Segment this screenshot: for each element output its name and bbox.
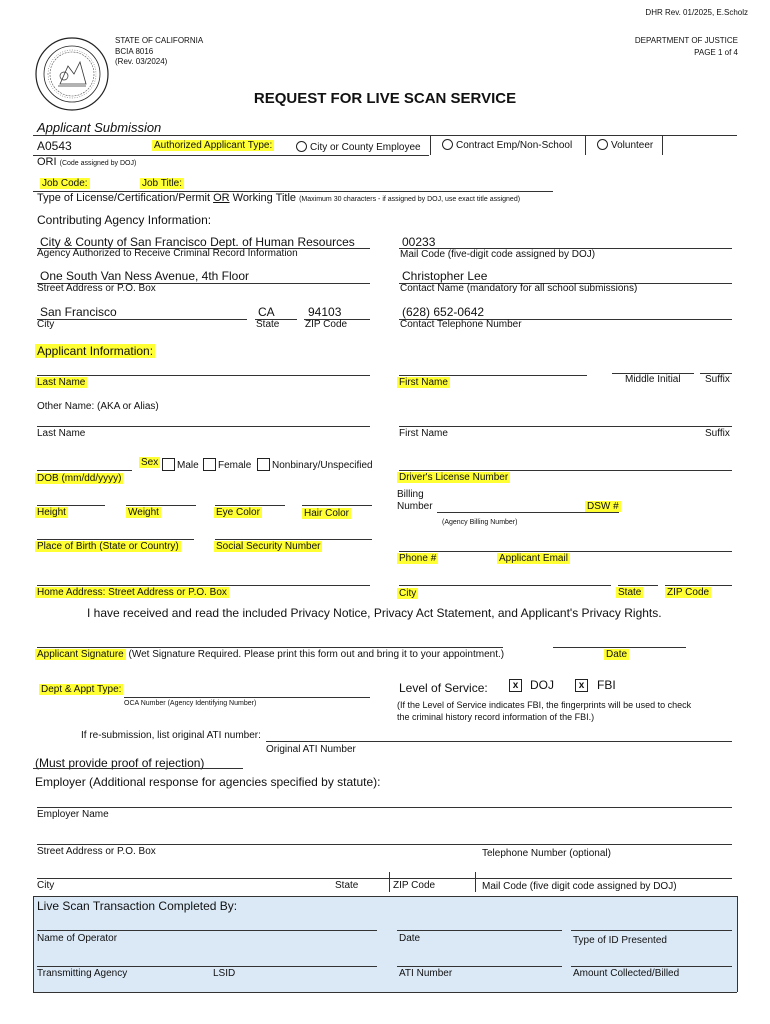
contact-name-value[interactable]: Christopher Lee bbox=[402, 269, 488, 283]
state-label: State bbox=[256, 319, 280, 330]
ori-label: ORI (Code assigned by DOJ) bbox=[37, 156, 137, 168]
operator-name-label[interactable]: Name of Operator bbox=[37, 933, 118, 944]
resubmission-label: If re-submission, list original ATI number: bbox=[81, 730, 261, 741]
transmitting-agency-label[interactable]: Transmitting Agency bbox=[37, 968, 128, 979]
applicant-type-label: Authorized Applicant Type: bbox=[154, 140, 273, 151]
street-address-value[interactable]: One South Van Ness Avenue, 4th Floor bbox=[40, 269, 250, 283]
applicant-submission-heading: Applicant Submission bbox=[37, 120, 162, 135]
option-volunteer: Volunteer bbox=[611, 140, 654, 151]
mail-code-label: Mail Code (five-digit code assigned by DOJ) bbox=[400, 249, 596, 260]
employer-city-label[interactable]: City bbox=[37, 880, 55, 891]
place-of-birth-label[interactable]: Place of Birth (State or Country) bbox=[37, 541, 179, 552]
job-code-label: Job Code: bbox=[42, 178, 88, 189]
ori-value[interactable]: A0543 bbox=[37, 139, 72, 153]
home-address-label[interactable]: Home Address: Street Address or P.O. Box bbox=[37, 587, 227, 598]
sex-female-checkbox[interactable] bbox=[203, 458, 216, 471]
revision-note: DHR Rev. 01/2025, E.Scholz bbox=[645, 8, 748, 17]
fbi-label: FBI bbox=[597, 678, 616, 692]
home-city-label[interactable]: City bbox=[399, 588, 417, 599]
billing-label-line2: Number bbox=[397, 501, 433, 512]
page-title: REQUEST FOR LIVE SCAN SERVICE bbox=[253, 90, 517, 107]
mail-code-value[interactable]: 00233 bbox=[402, 235, 436, 249]
last-name-label[interactable]: Last Name bbox=[37, 377, 86, 388]
applicant-email-label[interactable]: Applicant Email bbox=[499, 553, 568, 564]
license-title-label: Type of License/Certification/Permit OR Working Title (Maximum 30 characters - if assigned by DOJ, use exact title assigned) bbox=[37, 192, 521, 204]
amount-collected-label[interactable]: Amount Collected/Billed bbox=[573, 968, 680, 979]
signature-date-label[interactable]: Date bbox=[606, 649, 628, 660]
billing-number-note: (Agency Billing Number) bbox=[442, 519, 518, 526]
employer-zip-label[interactable]: ZIP Code bbox=[393, 880, 436, 891]
employer-state-label[interactable]: State bbox=[335, 880, 359, 891]
transaction-heading: Live Scan Transaction Completed By: bbox=[37, 899, 238, 913]
suffix-label[interactable]: Suffix bbox=[705, 374, 730, 385]
fbi-note-line2: the criminal history record information of the FBI.) bbox=[397, 712, 595, 722]
agency-name-value[interactable]: City & County of San Francisco Dept. of Human Resources bbox=[40, 235, 355, 249]
hair-color-label[interactable]: Hair Color bbox=[304, 508, 350, 519]
other-name-label: Other Name: (AKA or Alias) bbox=[37, 401, 159, 412]
id-type-label[interactable]: Type of ID Presented bbox=[573, 935, 667, 946]
sex-female-label: Female bbox=[218, 460, 252, 471]
option-city-county-employee: City or County Employee bbox=[310, 142, 421, 153]
city-value[interactable]: San Francisco bbox=[40, 305, 117, 319]
phone-label[interactable]: Phone # bbox=[399, 553, 437, 564]
contact-phone-value[interactable]: (628) 652-0642 bbox=[402, 305, 485, 319]
doj-checkbox[interactable]: x bbox=[509, 679, 522, 692]
aka-first-name-label[interactable]: First Name bbox=[399, 428, 448, 439]
privacy-statement: I have received and read the included Privacy Notice, Privacy Act Statement, and Applicant's Privacy Rights. bbox=[87, 606, 662, 620]
billing-label-line1: Billing bbox=[397, 489, 424, 500]
proof-of-rejection-note: (Must provide proof of rejection) bbox=[35, 756, 205, 770]
weight-label[interactable]: Weight bbox=[128, 507, 159, 518]
level-of-service-label: Level of Service: bbox=[399, 681, 488, 695]
radio-volunteer[interactable] bbox=[597, 139, 608, 150]
fbi-note-line1: (If the Level of Service indicates FBI, the fingerprints will be used to check bbox=[397, 700, 692, 710]
height-label[interactable]: Height bbox=[37, 507, 66, 518]
sex-nonbinary-checkbox[interactable] bbox=[257, 458, 270, 471]
sex-label: Sex bbox=[141, 457, 159, 468]
original-ati-label[interactable]: Original ATI Number bbox=[266, 744, 356, 755]
applicant-signature-field: Applicant Signature (Wet Signature Required. Please print this form out and bring it to your appointment.) bbox=[37, 649, 505, 660]
radio-city-county-employee[interactable] bbox=[296, 141, 307, 152]
transaction-date-label[interactable]: Date bbox=[399, 933, 421, 944]
state-name: STATE OF CALIFORNIA bbox=[115, 36, 204, 45]
sex-male-label: Male bbox=[177, 460, 199, 471]
ssn-label[interactable]: Social Security Number bbox=[216, 541, 321, 552]
oca-number-note: OCA Number (Agency Identifying Number) bbox=[124, 700, 257, 707]
form-revision: (Rev. 03/2024) bbox=[115, 57, 168, 66]
home-zip-label[interactable]: ZIP Code bbox=[667, 587, 710, 598]
employer-name-label[interactable]: Employer Name bbox=[37, 809, 109, 820]
dob-label[interactable]: DOB (mm/dd/yyyy) bbox=[37, 473, 122, 484]
page-number: PAGE 1 of 4 bbox=[694, 48, 738, 57]
home-state-label[interactable]: State bbox=[618, 587, 642, 598]
employer-heading: Employer (Additional response for agencies specified by statute): bbox=[35, 775, 381, 789]
contact-name-label: Contact Name (mandatory for all school submissions) bbox=[400, 283, 638, 294]
middle-initial-label[interactable]: Middle Initial bbox=[625, 374, 681, 385]
employer-street-label[interactable]: Street Address or P.O. Box bbox=[37, 846, 156, 857]
department-name: DEPARTMENT OF JUSTICE bbox=[634, 36, 738, 45]
zip-label: ZIP Code bbox=[305, 319, 348, 330]
dept-appt-type-label: Dept & Appt Type: bbox=[41, 684, 122, 695]
first-name-label[interactable]: First Name bbox=[399, 377, 448, 388]
ati-number-label[interactable]: ATI Number bbox=[399, 968, 453, 979]
lsid-label[interactable]: LSID bbox=[213, 968, 236, 979]
sex-nonbinary-label: Nonbinary/Unspecified bbox=[272, 460, 373, 471]
employer-mail-code-label[interactable]: Mail Code (five digit code assigned by DOJ) bbox=[482, 881, 677, 892]
applicant-information-heading: Applicant Information: bbox=[37, 344, 154, 358]
street-address-label: Street Address or P.O. Box bbox=[37, 283, 156, 294]
doj-label: DOJ bbox=[530, 678, 554, 692]
aka-suffix-label[interactable]: Suffix bbox=[705, 428, 730, 439]
zip-value[interactable]: 94103 bbox=[308, 305, 342, 319]
city-label: City bbox=[37, 319, 55, 330]
radio-contract-emp[interactable] bbox=[442, 139, 453, 150]
form-id: BCIA 8016 bbox=[115, 47, 154, 56]
dsw-number-label[interactable]: DSW # bbox=[587, 501, 619, 512]
drivers-license-label[interactable]: Driver's License Number bbox=[399, 472, 509, 483]
fbi-checkbox[interactable]: x bbox=[575, 679, 588, 692]
eye-color-label[interactable]: Eye Color bbox=[216, 507, 260, 518]
employer-phone-label[interactable]: Telephone Number (optional) bbox=[482, 848, 611, 859]
contact-phone-label: Contact Telephone Number bbox=[400, 319, 522, 330]
aka-last-name-label[interactable]: Last Name bbox=[37, 428, 86, 439]
job-title-label[interactable]: Job Title: bbox=[142, 178, 183, 189]
option-contract-emp: Contract Emp/Non-School bbox=[456, 140, 573, 151]
agency-name-label: Agency Authorized to Receive Criminal Record Information bbox=[37, 248, 298, 259]
sex-male-checkbox[interactable] bbox=[162, 458, 175, 471]
contributing-agency-heading: Contributing Agency Information: bbox=[37, 213, 212, 227]
state-value[interactable]: CA bbox=[258, 305, 275, 319]
